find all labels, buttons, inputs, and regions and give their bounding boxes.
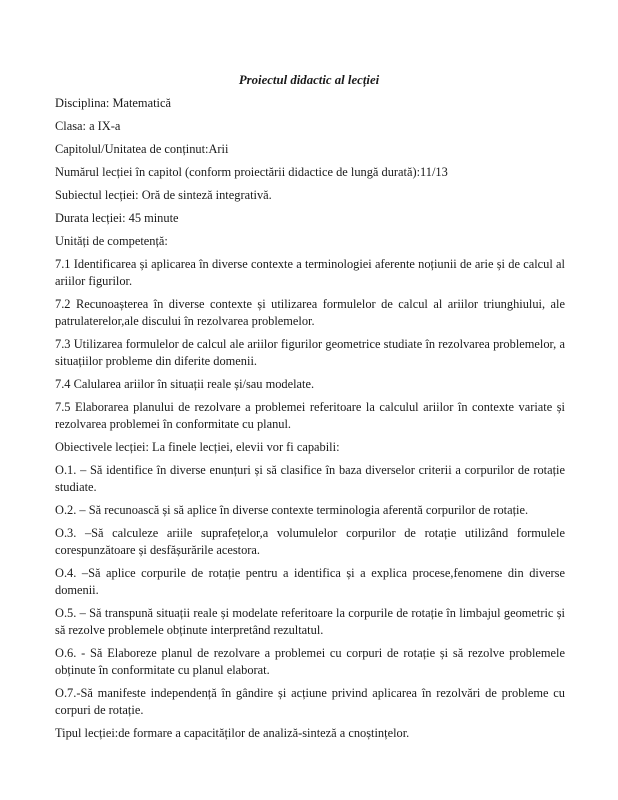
field-capitolul: Capitolul/Unitatea de conținut:Arii [55,142,229,156]
field-subiectul: Subiectul lecției: Oră de sinteză integrativă. [55,188,272,202]
competency-item: 7.1 Identificarea și aplicarea în diverse contexte a terminologiei aferente noțiunii de arie și de calcul al ariilor figurilor. [55,257,565,288]
competency-item: 7.3 Utilizarea formulelor de calcul ale ariilor figurilor geometrice studiate în rezolvarea problemelor, a situațiilor probleme din diferite domenii. [55,337,565,368]
objective-item: O.2. – Să recunoască și să aplice în diverse contexte terminologia aferentă corpurilor de rotație. [55,503,529,517]
document-body [55,95,565,748]
field-disciplina: Disciplina: Matematică [55,96,171,110]
competency-item: 7.4 Calularea ariilor în situații reale și/sau modelate. [55,377,315,391]
objective-item: O.6. - Să Elaboreze planul de rezolvare a problemei cu corpuri de rotație și să rezolve problemele obținute în conformitate cu planul elaborat. [55,646,565,677]
field-clasa: Clasa: a IX-a [55,119,121,133]
competency-item: 7.2 Recunoașterea în diverse contexte și utilizarea formulelor de calcul al ariilor triunghiului, ale patrulaterelor,ale discului în rezolvarea problemelor. [55,297,565,328]
competency-item: 7.5 Elaborarea planului de rezolvare a problemei referitoare la calculul ariilor în contexte variate și rezolvarea problemei în conformitate cu planul. [55,400,565,431]
objective-item: O.1. – Să identifice în diverse enunțuri și să clasifice în baza diverselor criterii a corpurilor de rotație studiate. [55,463,565,494]
lesson-type: Tipul lecției:de formare a capacităților de analiză-sinteză a cnoștințelor. [55,726,410,740]
field-durata: Durata lecției: 45 minute [55,211,179,225]
objective-item: O.4. –Să aplice corpurile de rotație pentru a identifica și a explica procese,fenomene din diverse domenii. [55,566,565,597]
objective-item: O.5. – Să transpună situații reale și modelate referitoare la corpurile de rotație în limbajul geometric și să rezolve problemele obținute interpretând rezultatul. [55,606,565,637]
competencies-heading: Unități de competență: [55,234,168,248]
objective-item: O.7.-Să manifeste independență în gândire și acțiune privind aplicarea în rezolvări de probleme cu corpuri de rotație. [55,686,565,717]
document-title: Proiectul didactic al lecției [238,73,380,87]
field-numarul-lectiei: Numărul lecției în capitol (conform proiectării didactice de lungă durată):11/13 [55,165,448,179]
objective-item: O.3. –Să calculeze ariile suprafețelor,a volumulelor corpurilor de rotație utilizând formulele corespunzătoare și desfășurările acestora. [55,526,565,557]
objectives-heading: Obiectivele lecției: La finele lecției, elevii vor fi capabili: [55,440,340,454]
